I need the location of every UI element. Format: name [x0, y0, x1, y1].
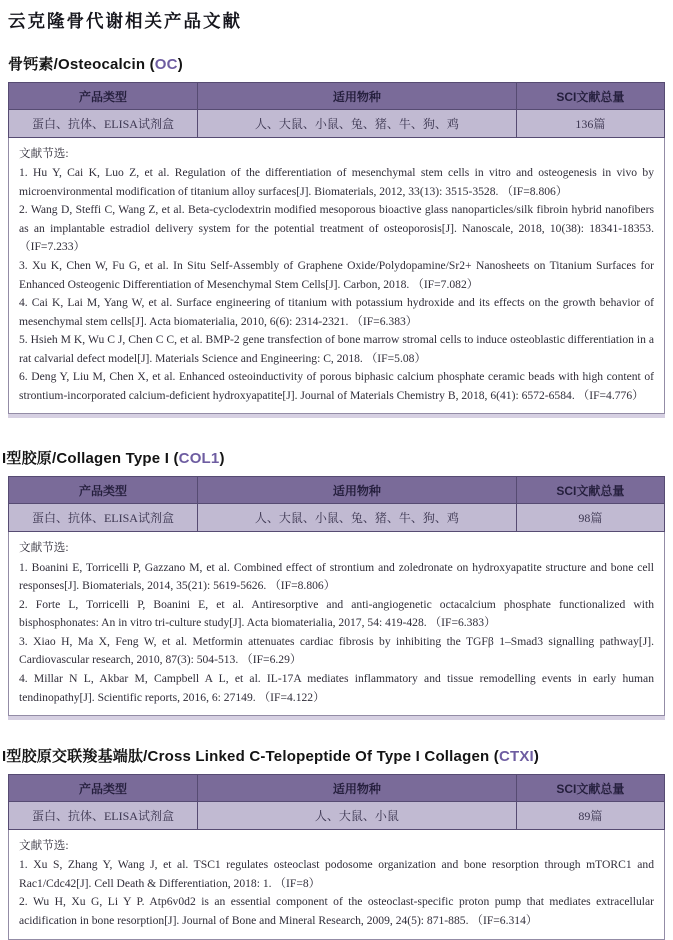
section-ctx1	[2, 745, 665, 939]
literature-excerpt-box	[8, 532, 665, 716]
excerpt-label: 文献节选:	[19, 147, 69, 160]
literature-excerpt-box	[8, 138, 665, 414]
cell-product-type: 蛋白、抗体、ELISA试剂盒	[9, 110, 198, 138]
product-spec-table	[8, 82, 665, 138]
section-heading-text: 骨钙素/Osteocalcin	[8, 56, 146, 73]
citation: 5. Hsieh M K, Wu C J, Chen C C, et al. BMP-2 gene transfection of bone marrow stromal cells to induce osteoblastic differentiation in a rat calvarial defect model[J]. Materials Science and Engineering: C, 2018. （IF=5.08）	[19, 333, 654, 365]
paren-close: )	[177, 56, 183, 73]
col-header-product-type: 产品类型	[9, 775, 198, 802]
cell-product-type: 蛋白、抗体、ELISA试剂盒	[9, 504, 198, 532]
col-header-product-type: 产品类型	[9, 83, 198, 110]
section-osteocalcin	[8, 53, 665, 414]
paren-close: )	[219, 450, 225, 468]
section-collagen-type-1	[2, 447, 665, 716]
paren-close: )	[533, 748, 540, 766]
citation: 1. Xu S, Zhang Y, Wang J, et al. TSC1 regulates osteoclast podosome organization and bone resorption through mTORC1 and Rac1/Cdc42[J]. Cell Death & Differentiation, 2018: 1. （IF=8）	[19, 858, 654, 890]
cell-species: 人、大鼠、小鼠、兔、猪、牛、狗、鸡	[197, 110, 516, 138]
paren-open: (	[173, 450, 179, 468]
table-data-row	[9, 504, 665, 532]
table-data-row	[9, 802, 665, 830]
section-heading-ctx1	[2, 745, 665, 766]
section-heading-code: COL1	[178, 450, 220, 468]
paren-open: (	[149, 56, 155, 73]
paren-open: (	[493, 748, 499, 766]
product-spec-table	[8, 774, 665, 830]
literature-excerpt-box	[8, 830, 665, 939]
table-header-row	[9, 775, 665, 802]
col-header-sci-total: SCI文献总量	[516, 477, 664, 504]
col-header-product-type: 产品类型	[9, 477, 198, 504]
citation: 4. Millar N L, Akbar M, Campbell A L, et al. IL-17A mediates inflammatory and tissue remodelling events in early human tendinopathy[J]. Scientific reports, 2016, 6: 27149. （IF=4.122）	[19, 671, 654, 704]
product-spec-table	[8, 476, 665, 532]
citation: 1. Boanini E, Torricelli P, Gazzano M, et al. Combined effect of strontium and zoledronate on hydroxyapatite structure and bone cell responses[J]. Biomaterials, 2014, 35(21): 5619-5626. （IF=8.806）	[19, 560, 654, 593]
col-header-species: 适用物种	[197, 775, 516, 802]
cell-sci-total: 136篇	[516, 110, 664, 138]
section-heading-code: OC	[154, 56, 178, 73]
citation: 2. Wang D, Steffi C, Wang Z, et al. Beta-cyclodextrin modified mesoporous bioactive glass nanoparticles/silk fibroin hybrid nanofibers as an implantable estradiol delivery system for the potential treatment of osteoporosis[J]. Nanoscale, 2018, 10(38): 18341-18353. （IF=7.233）	[19, 203, 654, 254]
section-heading-text: I型胶原/Collagen Type I	[2, 450, 170, 468]
col-header-species: 适用物种	[197, 83, 516, 110]
section-heading-collagen-type-1	[2, 447, 665, 468]
citation: 1. Hu Y, Cai K, Luo Z, et al. Regulation of the differentiation of mesenchymal stem cells in vitro and osteogenesis in vivo by microenvironmental modification of titanium alloy surfaces[J]. Biomaterials, 2012, 33(13): 3515-3528. （IF=8.806）	[19, 166, 654, 198]
citation: 4. Cai K, Lai M, Yang W, et al. Surface engineering of titanium with potassium hydroxide and its effects on the growth behavior of mesenchymal stem cells[J]. Acta biomaterialia, 2010, 6(6): 2314-2321. （IF=6.383）	[19, 296, 654, 328]
citation: 2. Forte L, Torricelli P, Boanini E, et al. Antiresorptive and anti-angiogenetic octacalcium phosphate functionalized with bisphosphonates: An in vitro tri-culture study[J]. Acta biomaterialia, 2017, 54: 419-428. （IF=6.383）	[19, 597, 654, 630]
cell-sci-total: 98篇	[516, 504, 664, 532]
section-heading-code: CTXI	[498, 748, 534, 766]
citation: 2. Wu H, Xu G, Li Y P. Atp6v0d2 is an essential component of the osteoclast-specific proton pump that mediates extracellular acidification in bone resorption[J]. Journal of Bone and Mineral Research, 2009, 24(5): 871-885. （IF=6.314）	[19, 895, 654, 927]
section-heading-osteocalcin	[8, 53, 665, 74]
cell-product-type: 蛋白、抗体、ELISA试剂盒	[9, 802, 198, 830]
section-heading-text: I型胶原交联羧基端肽/Cross Linked C-Telopeptide Of Type I Collagen	[2, 748, 490, 766]
table-header-row	[9, 477, 665, 504]
citation: 6. Deng Y, Liu M, Chen X, et al. Enhanced osteoinductivity of porous biphasic calcium phosphate ceramic beads with high content of strontium-incorporated calcium-deficient hydroxyapatite[J]. Journal of Materials Chemistry B, 2018, 6(41): 6572-6584. （IF=4.776）	[19, 370, 654, 402]
col-header-sci-total: SCI文献总量	[516, 83, 664, 110]
table-data-row	[9, 110, 665, 138]
col-header-sci-total: SCI文献总量	[516, 775, 664, 802]
cell-species: 人、大鼠、小鼠、兔、猪、牛、狗、鸡	[197, 504, 516, 532]
cell-sci-total: 89篇	[516, 802, 664, 830]
excerpt-label: 文献节选:	[19, 839, 69, 853]
excerpt-label: 文献节选:	[19, 541, 69, 555]
page-title: 云克隆骨代谢相关产品文献	[8, 11, 242, 31]
col-header-species: 适用物种	[197, 477, 516, 504]
table-header-row	[9, 83, 665, 110]
citation: 3. Xiao H, Ma X, Feng W, et al. Metformin attenuates cardiac fibrosis by inhibiting the TGFβ 1–Smad3 signalling pathway[J]. Cardiovascular research, 2010, 87(3): 504-513. （IF=6.29）	[19, 634, 654, 667]
citation: 3. Xu K, Chen W, Fu G, et al. In Situ Self-Assembly of Graphene Oxide/Polydopamine/Sr2+ Nanosheets on Titanium Surfaces for Enhanced Osteogenic Differentiation of Mesenchymal Stem Cells[J]. Carbon, 2018. （IF=7.082）	[19, 259, 654, 291]
cell-species: 人、大鼠、小鼠	[197, 802, 516, 830]
